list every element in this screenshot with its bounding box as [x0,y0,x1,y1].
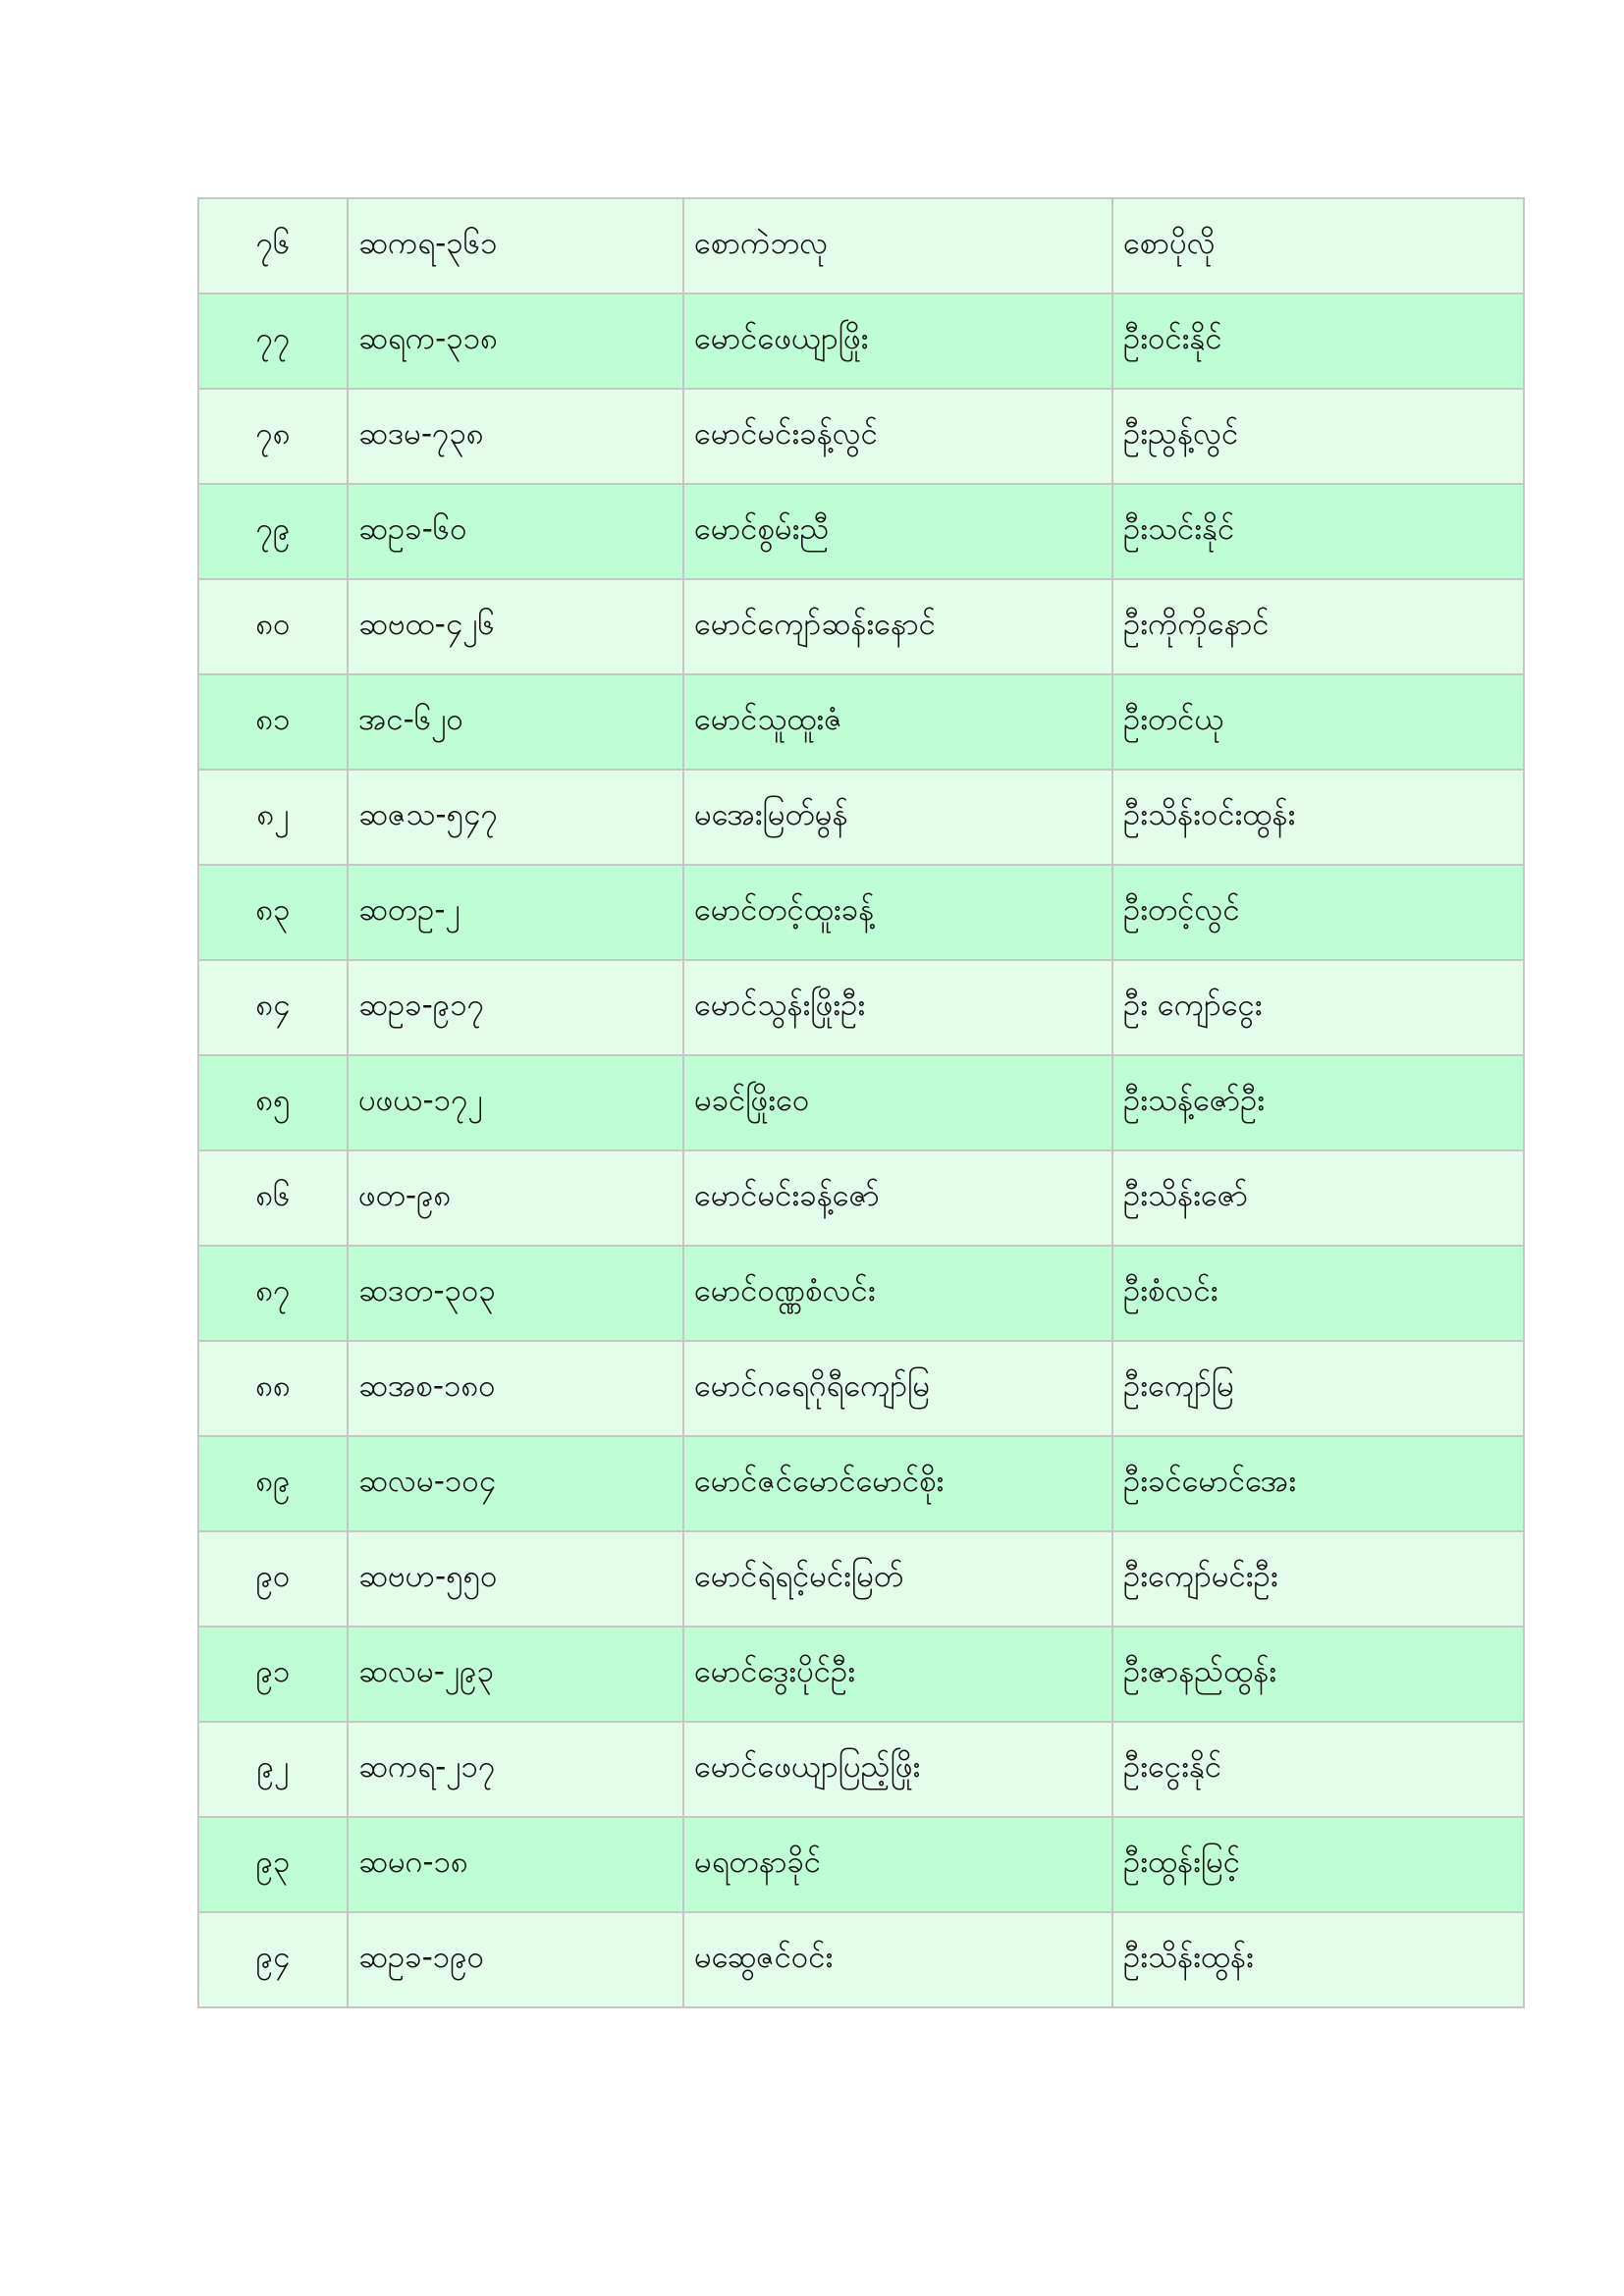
table-row [198,198,1524,294]
row-name: မရတနာခိုင် [683,1817,1112,1912]
row-id: ဖတ-၉၈ [348,1150,683,1246]
student-roster-table [197,197,1525,2008]
row-father: ဦးသိန်းဇော် [1112,1150,1524,1246]
roster-body [198,198,1524,2007]
row-number: ၉၁ [198,1627,348,1722]
table-row [198,865,1524,960]
row-id: ဆလမ-၂၉၃ [348,1627,683,1722]
row-number: ၇၇ [198,294,348,389]
table-row [198,484,1524,579]
row-number: ၉၃ [198,1817,348,1912]
row-name: မောင်ဖေယျာပြည့်ဖြိုး [683,1722,1112,1817]
row-id: ဆဒမ-၇၃၈ [348,389,683,484]
row-number: ၈၁ [198,674,348,770]
row-id: ပဖယ-၁၇၂ [348,1055,683,1150]
row-number: ၉၄ [198,1912,348,2007]
row-number: ၉၀ [198,1531,348,1627]
row-name: မောင်ဖေယျာဖြိုး [683,294,1112,389]
table-row [198,1531,1524,1627]
row-id: ဆတဥ-၂ [348,865,683,960]
row-name: မောင်ကျော်ဆန်းနောင် [683,579,1112,674]
row-id: ဆဇသ-၅၄၇ [348,770,683,865]
row-id: ဆဥခ-၁၉၀ [348,1912,683,2007]
row-name: မအေးမြတ်မွန် [683,770,1112,865]
row-father: ဦးထွန်းမြင့် [1112,1817,1524,1912]
row-number: ၈၅ [198,1055,348,1150]
row-id: ဆရက-၃၁၈ [348,294,683,389]
row-name: မောင်မင်းခန့်လွင် [683,389,1112,484]
table-row [198,1341,1524,1436]
row-father: ဦး ကျော်ငွေး [1112,960,1524,1055]
row-number: ၈၇ [198,1246,348,1341]
table-row [198,1150,1524,1246]
row-father: ဦးငွေးနိုင် [1112,1722,1524,1817]
table-row [198,960,1524,1055]
row-number: ၈၂ [198,770,348,865]
table-row [198,1722,1524,1817]
row-id: ဆကရ-၂၁၇ [348,1722,683,1817]
row-number: ၈၆ [198,1150,348,1246]
row-father: ဦးကိုကိုနောင် [1112,579,1524,674]
row-father: ဦးခင်မောင်အေး [1112,1436,1524,1531]
row-father: ဦးကျော်မင်းဦး [1112,1531,1524,1627]
row-name: မောင်ဂရေဂိုရီကျော်မြ [683,1341,1112,1436]
row-name: မောင်ဇင်မောင်မောင်စိုး [683,1436,1112,1531]
row-number: ၈၀ [198,579,348,674]
row-father: ဦးစံလင်း [1112,1246,1524,1341]
row-father: ဦးညွန့်လွင် [1112,389,1524,484]
row-id: ဆမဂ-၁၈ [348,1817,683,1912]
row-name: မခင်ဖြိုးဝေ [683,1055,1112,1150]
row-name: မောင်ဝဏ္ဏစံလင်း [683,1246,1112,1341]
row-name: မောင်စွမ်းညီ [683,484,1112,579]
row-father: ဦးဇာနည်ထွန်း [1112,1627,1524,1722]
row-name: မောင်ရဲရင့်မင်းမြတ် [683,1531,1112,1627]
row-name: မောင်တင့်ထူးခန့် [683,865,1112,960]
table-row [198,1912,1524,2007]
row-father: ဦးသင်းနိုင် [1112,484,1524,579]
row-name: မဆွေဇင်ဝင်း [683,1912,1112,2007]
row-father: ဦးတင့်လွင် [1112,865,1524,960]
row-number: ၇၈ [198,389,348,484]
row-name: မောင်သူထူးဇံ [683,674,1112,770]
row-id: ဆဗထ-၄၂၆ [348,579,683,674]
table-row [198,1055,1524,1150]
row-number: ၇၆ [198,198,348,294]
table-row [198,579,1524,674]
row-id: ဆအစ-၁၈၀ [348,1341,683,1436]
table-row [198,1246,1524,1341]
row-id: ဆဗဟ-၅၅၀ [348,1531,683,1627]
row-name: စောကဲဘလု [683,198,1112,294]
row-father: စောပိုလို [1112,198,1524,294]
row-father: ဦးသန့်ဇော်ဦး [1112,1055,1524,1150]
row-name: မောင်မင်းခန့်ဇော် [683,1150,1112,1246]
row-id: ဆကရ-၃၆၁ [348,198,683,294]
table-row [198,1436,1524,1531]
row-number: ၈၈ [198,1341,348,1436]
table-row [198,770,1524,865]
row-father: ဦးသိန်းဝင်းထွန်း [1112,770,1524,865]
row-number: ၈၃ [198,865,348,960]
row-number: ၇၉ [198,484,348,579]
row-id: ဆဒတ-၃၀၃ [348,1246,683,1341]
row-id: အင-၆၂၀ [348,674,683,770]
row-name: မောင်ဒွေးပိုင်ဦး [683,1627,1112,1722]
row-name: မောင်သွန်းဖြိုးဦး [683,960,1112,1055]
table-row [198,674,1524,770]
row-number: ၈၄ [198,960,348,1055]
row-father: ဦးဝင်းနိုင် [1112,294,1524,389]
row-number: ၉၂ [198,1722,348,1817]
row-father: ဦးတင်ယု [1112,674,1524,770]
table-row [198,1627,1524,1722]
row-father: ဦးကျော်မြ [1112,1341,1524,1436]
row-father: ဦးသိန်းထွန်း [1112,1912,1524,2007]
table-row [198,294,1524,389]
row-id: ဆလမ-၁၀၄ [348,1436,683,1531]
table-row [198,389,1524,484]
row-id: ဆဥခ-၆၀ [348,484,683,579]
row-number: ၈၉ [198,1436,348,1531]
row-id: ဆဥခ-၉၁၇ [348,960,683,1055]
table-row [198,1817,1524,1912]
